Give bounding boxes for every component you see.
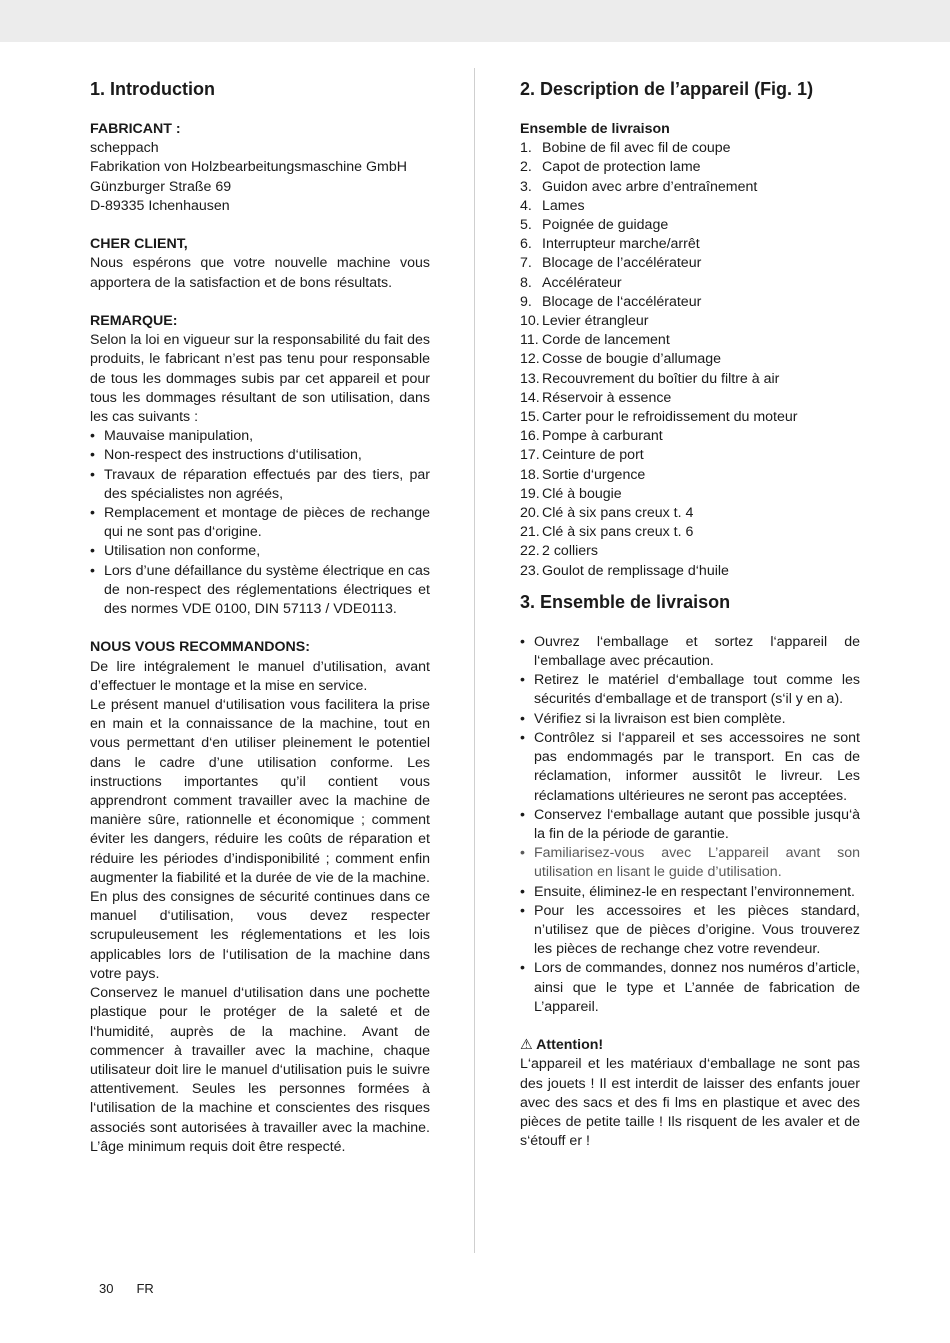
list-item: • Lors de commandes, donnez nos numéros d’article, ainsi que le type et L’année de fabrication de L’appareil. bbox=[520, 959, 860, 1017]
part-item bbox=[520, 331, 860, 350]
language-code: FR bbox=[136, 1281, 154, 1296]
part-label: Interrupteur marche/arrêt bbox=[542, 236, 700, 253]
page-footer bbox=[99, 1279, 177, 1298]
part-label: Levier étrangleur bbox=[542, 313, 649, 330]
part-item bbox=[520, 427, 860, 446]
remarque-block bbox=[90, 312, 430, 619]
list-item: • Familiarisez-vous avec L’appareil avant son utilisation en lisant le guide d’utilisation. bbox=[520, 844, 860, 882]
part-number: 6. bbox=[520, 236, 532, 253]
part-number: 18. bbox=[520, 466, 540, 483]
part-item bbox=[520, 139, 860, 158]
part-number: 4. bbox=[520, 197, 532, 214]
list-item: • Travaux de réparation effectués par des tiers, par des spécialistes non agréés, bbox=[90, 466, 430, 504]
part-number: 16. bbox=[520, 428, 540, 445]
part-label: Blocage de l‘accélérateur bbox=[542, 293, 702, 310]
part-number: 15. bbox=[520, 409, 540, 426]
part-label: Guidon avec arbre d’entraînement bbox=[542, 178, 758, 195]
part-item bbox=[520, 466, 860, 485]
column-divider bbox=[474, 68, 475, 1253]
left-column bbox=[90, 78, 430, 1157]
part-number: 17. bbox=[520, 447, 540, 464]
list-item: • Ensuite, éliminez-le en respectant l’environnement. bbox=[520, 883, 860, 902]
attention-title: Attention! bbox=[536, 1037, 604, 1054]
part-item bbox=[520, 178, 860, 197]
part-item bbox=[520, 485, 860, 504]
fabricant-block bbox=[90, 120, 430, 216]
list-item: • Vérifiez si la livraison est bien complète. bbox=[520, 710, 860, 729]
part-label: Goulot de remplissage d‘huile bbox=[542, 562, 729, 579]
part-label: Cosse de bougie d’allumage bbox=[542, 351, 722, 368]
recommandons-title: NOUS VOUS RECOMMANDONS: bbox=[90, 639, 310, 656]
list-item: • Lors d’une défaillance du système électrique en cas de non-respect des réglementations électriques et des normes VDE 0100, DIN 57113 / VDE0113. bbox=[90, 562, 430, 620]
part-item bbox=[520, 158, 860, 177]
part-item bbox=[520, 504, 860, 523]
recommandons-paragraph: Le présent manuel d‘utilisation vous facilitera la prise en main et la connaissance de la machine, tout en vous permettant d‘en utiliser pleinement le potentiel dans le cadre d’une utilisation conforme. Les instructions importantes qu’il contient vous apprendront comment travailler avec la machine de manière sûre, rationnelle et économique ; comment éviter les dangers, réduire les coûts de réparation et réduire les périodes d’indisponibilité ; comment enfin augmenter la fiabilité et la durée de vie de la machine. En plus des consignes de sécurité continues dans ce manuel d‘utilisation, vous devez respecter scrupuleusement les réglementations et les lois applicables lors de l‘utilisation de la machine dans votre pays. bbox=[90, 697, 430, 982]
part-item bbox=[520, 274, 860, 293]
list-item: • Conservez l‘emballage autant que possible jusqu‘à la fin de la période de garantie. bbox=[520, 806, 860, 844]
list-item: • Ouvrez l‘emballage et sortez l‘appareil de l‘emballage avec précaution. bbox=[520, 633, 860, 671]
part-label: Recouvrement du boîtier du filtre à air bbox=[542, 370, 780, 387]
fabricant-line: Fabrikation von Holzbearbeitungsmaschine GmbH bbox=[90, 159, 408, 176]
remarque-title: REMARQUE: bbox=[90, 313, 178, 329]
part-number: 14. bbox=[520, 389, 540, 406]
part-label: Corde de lancement bbox=[542, 332, 670, 349]
part-number: 7. bbox=[520, 255, 532, 272]
part-label: Lames bbox=[542, 197, 585, 214]
part-number: 1. bbox=[520, 140, 532, 157]
part-number: 21. bbox=[520, 524, 540, 541]
part-item bbox=[520, 523, 860, 542]
recommandons-paragraph: Conservez le manuel d‘utilisation dans une pochette plastique pour le protéger de la saleté et de l‘humidité, auprès de la machine. Avant de commencer à travailler avec la machine, chaque utilisateur doit lire le manuel d‘utilisation puis le suivre attentivement. Seules les personnes formées à l‘utilisation de la machine et conscientes des risques associés sont autorisées à travailler avec la machine. L’âge minimum requis doit être respecté. bbox=[90, 985, 430, 1155]
delivery-list bbox=[520, 633, 860, 1017]
remarque-text: Selon la loi en vigueur sur la responsabilité du fait des produits, le fabricant n’est pas tenu pour responsable de tous les dommages subis par cet appareil et pour tous les dommages résultant de son utilisation, dans les cas suivants : bbox=[90, 332, 430, 426]
part-number: 8. bbox=[520, 274, 532, 291]
part-label: Pompe à carburant bbox=[542, 428, 663, 445]
top-band bbox=[0, 0, 950, 42]
part-label: Blocage de l’accélérateur bbox=[542, 255, 702, 272]
part-item bbox=[520, 562, 860, 581]
attention-text: L‘appareil et les matériaux d‘emballage ne sont pas des jouets ! Il est interdit de laisser des enfants jouer avec des sacs et des fi lms en plastique et avec des pièces de petite taille ! Ils risquent de les avaler et de s‘étouff er ! bbox=[520, 1056, 860, 1150]
list-item: • Mauvaise manipulation, bbox=[90, 427, 430, 446]
cher-client-block bbox=[90, 235, 430, 293]
list-item: • Contrôlez si l‘appareil et ses accessoires ne sont pas endommagés par le transport. En cas de réclamation, informer aussitôt le livreur. Les réclamations ultérieures ne seront pas acceptées. bbox=[520, 729, 860, 806]
part-item bbox=[520, 350, 860, 369]
part-item bbox=[520, 293, 860, 312]
recommandons-block bbox=[90, 638, 430, 1156]
part-number: 11. bbox=[520, 332, 539, 349]
part-number: 12. bbox=[520, 351, 540, 368]
right-column bbox=[520, 78, 860, 1151]
part-label: Bobine de fil avec fil de coupe bbox=[542, 140, 731, 157]
fabricant-title: FABRICANT : bbox=[90, 121, 181, 137]
fabricant-line: scheppach bbox=[90, 140, 159, 157]
part-item bbox=[520, 370, 860, 389]
attention-block bbox=[520, 1036, 860, 1151]
recommandons-paragraph: De lire intégralement le manuel d’utilisation, avant d’effectuer le montage et la mise en service. bbox=[90, 658, 430, 694]
part-label: Réservoir à essence bbox=[542, 389, 672, 406]
part-number: 23. bbox=[520, 562, 540, 579]
part-label: Clé à six pans creux t. 6 bbox=[542, 524, 694, 541]
part-label: Capot de protection lame bbox=[542, 159, 701, 176]
part-item bbox=[520, 408, 860, 427]
attention-title-line bbox=[520, 1036, 860, 1055]
part-item bbox=[520, 389, 860, 408]
part-item bbox=[520, 216, 860, 235]
part-label: Accélérateur bbox=[542, 274, 622, 291]
remarque-list bbox=[90, 427, 430, 619]
section-heading-livraison: 3. Ensemble de livraison bbox=[520, 591, 731, 612]
part-label: Sortie d‘urgence bbox=[542, 466, 646, 483]
part-item bbox=[520, 254, 860, 273]
part-number: 5. bbox=[520, 217, 532, 234]
part-number: 13. bbox=[520, 370, 540, 387]
part-number: 2. bbox=[520, 159, 532, 176]
part-item bbox=[520, 197, 860, 216]
fabricant-line: D-89335 Ichenhausen bbox=[90, 197, 230, 214]
cher-client-text: Nous espérons que votre nouvelle machine vous apportera de la satisfaction et de bons résultats. bbox=[90, 255, 430, 291]
part-number: 10. bbox=[520, 313, 540, 330]
part-item bbox=[520, 235, 860, 254]
list-item: • Non-respect des instructions d‘utilisation, bbox=[90, 446, 430, 465]
part-item bbox=[520, 542, 860, 561]
section-heading-introduction: 1. Introduction bbox=[90, 79, 215, 99]
page-number: 30 bbox=[99, 1281, 114, 1296]
ensemble-title: Ensemble de livraison bbox=[520, 121, 670, 137]
parts-list bbox=[520, 139, 860, 581]
cher-client-title: CHER CLIENT, bbox=[90, 236, 188, 253]
part-label: Ceinture de port bbox=[542, 447, 644, 464]
warning-icon: ⚠ bbox=[520, 1037, 533, 1054]
part-number: 19. bbox=[520, 485, 540, 502]
part-item bbox=[520, 446, 860, 465]
part-number: 9. bbox=[520, 293, 532, 310]
section-heading-description: 2. Description de l’appareil (Fig. 1) bbox=[520, 79, 814, 99]
list-item: • Pour les accessoires et les pièces standard, n’utilisez que de pièces d’origine. Vous trouverez les pièces de rechange chez votre revendeur. bbox=[520, 902, 860, 960]
list-item: • Retirez le matériel d‘emballage tout comme les sécurités d‘emballage et de transport (s‘il y en a). bbox=[520, 671, 860, 709]
part-number: 22. bbox=[520, 543, 540, 560]
part-label: 2 colliers bbox=[542, 543, 598, 560]
fabricant-line: Günzburger Straße 69 bbox=[90, 178, 232, 195]
part-item bbox=[520, 312, 860, 331]
part-label: Clé à six pans creux t. 4 bbox=[542, 505, 694, 522]
part-number: 3. bbox=[520, 178, 532, 195]
list-item: • Remplacement et montage de pièces de rechange qui ne sont pas d‘origine. bbox=[90, 504, 430, 542]
list-item: • Utilisation non conforme, bbox=[90, 542, 430, 561]
part-label: Poignée de guidage bbox=[542, 217, 669, 234]
part-number: 20. bbox=[520, 505, 540, 522]
part-label: Clé à bougie bbox=[542, 485, 622, 502]
part-label: Carter pour le refroidissement du moteur bbox=[542, 409, 798, 426]
